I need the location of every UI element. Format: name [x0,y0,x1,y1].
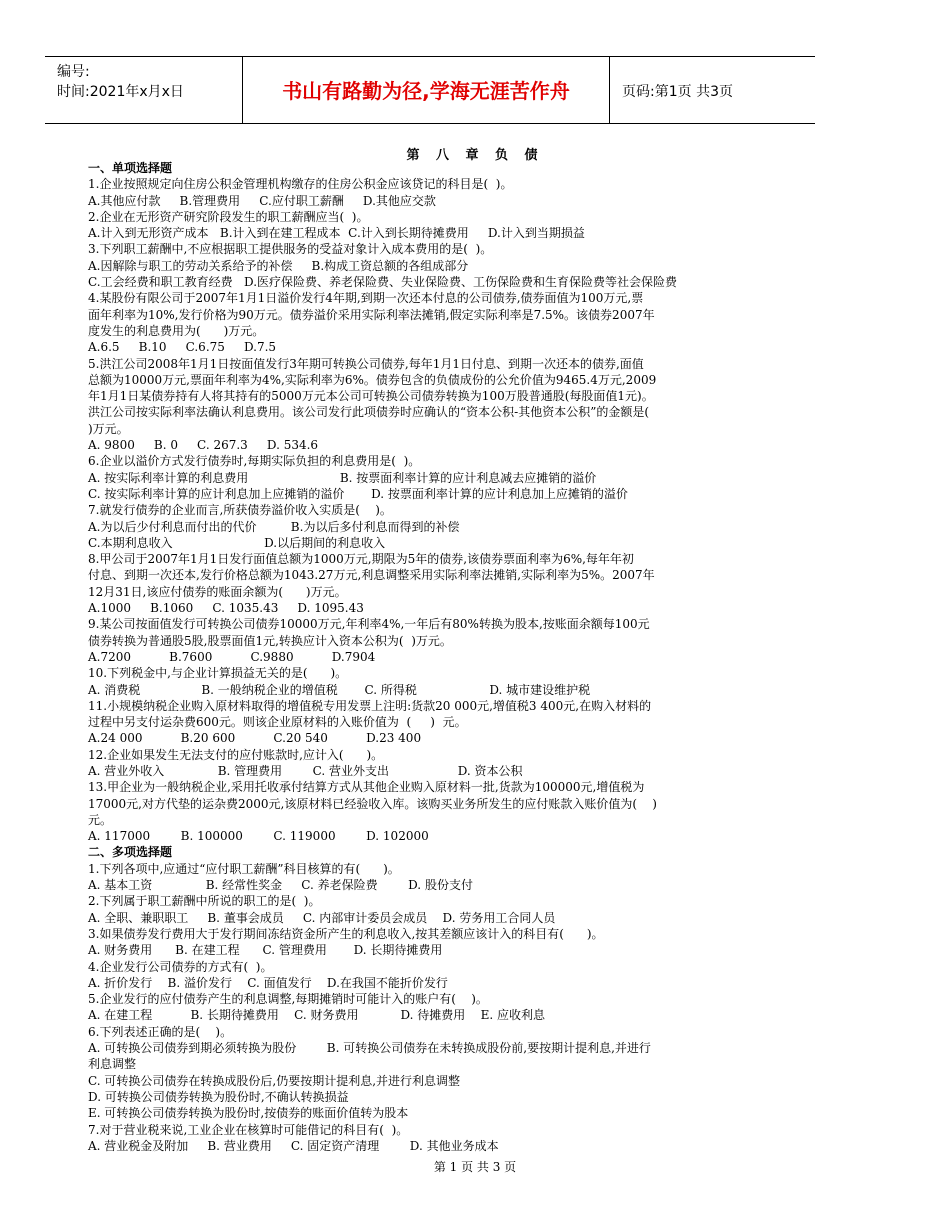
question-content [88,160,778,1154]
text-line: A.1000 B.1060 C. 1035.43 D. 1095.43 [88,601,364,616]
text-line: A. 全职、兼职职工 B. 董事会成员 C. 内部审计委员会成员 D. 劳务用工合同人员 [88,910,556,925]
text-line: A.6.5 B.10 C.6.75 D.7.5 [88,340,277,355]
text-line: 面年利率为10%,发行价格为90万元。债券溢价采用实际利率法摊销,假定实际利率是7.5%。该债券2007年 [88,307,655,322]
text-line: 2.企业在无形资产研究阶段发生的职工薪酬应当( )。 [88,209,369,224]
page-header [45,56,815,124]
text-line: 5.企业发行的应付债券产生的利息调整,每期摊销时可能计入的账户有( )。 [88,992,488,1007]
text-line: D. 可转换公司债券转换为股份时,不确认转换损益 [88,1089,349,1104]
time-label: 时间:2021年x月x日 [57,84,184,100]
text-line: A. 9800 B. 0 C. 267.3 D. 534.6 [88,438,319,453]
text-line: C.工会经费和职工教育经费 D.医疗保险费、养老保险费、失业保险费、工伤保险费和生育保险费等社会保险费 [88,275,678,290]
text-line: 过程中另支付运杂费600元。则该企业原材料的入账价值为 ( ) 元。 [88,715,467,730]
text-line: 7.对于营业税来说,工业企业在核算时可能借记的科目有( )。 [88,1122,409,1137]
text-line: 8.甲公司于2007年1月1日发行面值总额为1000万元,期限为5年的债券,该债券票面利率为6%,每年年初 [88,552,634,567]
text-line: 洪江公司按实际利率法确认利息费用。该公司发行此项债券时应确认的“资本公积-其他资本公积”的金额是( [88,405,650,420]
header-page-cell [610,57,815,123]
text-line: 4.企业发行公司债券的方式有( )。 [88,959,273,974]
text-line: A.7200 B.7600 C.9880 D.7904 [88,649,376,664]
text-line: A. 基本工资 B. 经常性奖金 C. 养老保险费 D. 股份支付 [88,878,473,893]
text-line: E. 可转换公司债券转换为股份时,按债券的账面价值转为股本 [88,1106,409,1121]
text-line: 1.企业按照规定向住房公积金管理机构缴存的住房公积金应该贷记的科目是( )。 [88,177,513,192]
text-line: 6.下列表述正确的是( )。 [88,1024,233,1039]
text-line: 5.洪江公司2008年1月1日按面值发行3年期可转换公司债券,每年1月1日付息、到期一次还本的债券,面值 [88,356,644,371]
text-line: 元。 [88,812,113,827]
page-footer: 第 1 页 共 3 页 [433,1160,517,1174]
text-line: 12.企业如果发生无法支付的应付账款时,应计入( )。 [88,747,384,762]
text-line: C.本期利息收入 D.以后期间的利息收入 [88,535,386,550]
number-label: 编号: [57,64,90,80]
text-line: 1.下列各项中,应通过“应付职工薪酬”科目核算的有( )。 [88,861,400,876]
text-line: C. 按实际利率计算的应计利息加上应摊销的溢价 D. 按票面利率计算的应计利息加上应摊销的溢价 [88,486,628,501]
text-line: 12月31日,该应付债券的账面余额为( )万元。 [88,584,347,599]
chapter-title: 第 八 章 负 债 [406,148,544,163]
text-line: 6.企业以溢价方式发行债券时,每期实际负担的利息费用是( )。 [88,454,421,469]
text-line: 度发生的利息费用为( )万元。 [88,323,265,338]
text-line: 10.下列税金中,与企业计算损益无关的是( )。 [88,666,348,681]
text-line: A.因解除与职工的劳动关系给予的补偿 B.构成工资总额的各组成部分 [88,258,469,273]
text-line: 17000元,对方代垫的运杂费2000元,该原材料已经验收入库。该购买业务所发生的应付账款入账价值为( ) [88,796,657,811]
text-line: A. 可转换公司债券到期必须转换为股份 B. 可转换公司债券在未转换成股份前,要按期计提利息,并进行 [88,1041,651,1056]
text-line: A. 财务费用 B. 在建工程 C. 管理费用 D. 长期待摊费用 [88,943,443,958]
header-motto-cell [243,57,610,123]
text-line: 4.某股份有限公司于2007年1月1日溢价发行4年期,到期一次还本付息的公司债券,债券面值为100万元,票 [88,291,644,306]
text-line: A.为以后少付利息而付出的代价 B.为以后多付利息而得到的补偿 [88,519,460,534]
text-line: )万元。 [88,421,129,436]
text-line: 13.甲企业为一般纳税企业,采用托收承付结算方式从其他企业购入原材料一批,货款为100000元,增值税为 [88,780,645,795]
text-line: 2.下列属于职工薪酬中所说的职工的是( )。 [88,894,321,909]
text-line: A. 在建工程 B. 长期待摊费用 C. 财务费用 D. 待摊费用 E. 应收利息 [88,1008,545,1023]
text-line: A. 折价发行 B. 溢价发行 C. 面值发行 D.在我国不能折价发行 [88,975,448,990]
text-line: C. 可转换公司债券在转换成股份后,仍要按期计提利息,并进行利息调整 [88,1073,461,1088]
text-line: 3.下列职工薪酬中,不应根据职工提供服务的受益对象计入成本费用的是( )。 [88,242,493,257]
text-line: 7.就发行债券的企业而言,所获债券溢价收入实质是( )。 [88,503,392,518]
text-line: 3.如果债券发行费用大于发行期间冻结资金所产生的利息收入,按其差额应该计入的科目有( )。 [88,926,604,941]
header-meta-cell [45,57,243,123]
text-line: 利息调整 [88,1057,137,1072]
text-line: 11.小规模纳税企业购入原材料取得的增值税专用发票上注明:货款20 000元,增值税3 400元,在购入材料的 [88,698,652,713]
page-info: 页码:第1页 共3页 [622,84,733,100]
text-line: 9.某公司按面值发行可转换公司债券10000万元,年利率4%,一年后有80%转换为股本,按账面余额每100元 [88,617,650,632]
text-line: A.其他应付款 B.管理费用 C.应付职工薪酬 D.其他应交款 [88,193,436,208]
text-line: A. 117000 B. 100000 C. 119000 D. 102000 [88,829,429,844]
text-line: A. 营业外收入 B. 管理费用 C. 营业外支出 D. 资本公积 [88,763,523,778]
text-line: 付息、到期一次还本,发行价格总额为1043.27万元,利息调整采用实际利率法摊销,实际利率为5%。2007年 [88,568,655,583]
text-line: A.24 000 B.20 600 C.20 540 D.23 400 [88,731,422,746]
text-line: 总额为10000万元,票面年利率为4%,实际利率为6%。债券包含的负债成份的公允价值为9465.4万元,2009 [88,372,657,387]
text-line: 债券转换为普通股5股,股票面值1元,转换应计入资本公积为( )万元。 [88,633,452,648]
text-line: A. 按实际利率计算的利息费用 B. 按票面利率计算的应计利息减去应摊销的溢价 [88,470,597,485]
text-line: 年1月1日某债券持有人将其持有的5000万元本公司可转换公司债券转换为100万股普通股(每股面值1元)。 [88,389,654,404]
text-line: A. 营业税金及附加 B. 营业费用 C. 固定资产清理 D. 其他业务成本 [88,1138,499,1153]
motto: 书山有路勤为径,学海无涯苦作舟 [282,79,570,103]
text-line: A.计入到无形资产成本 B.计入到在建工程成本 C.计入到长期待摊费用 D.计入到当期损益 [88,226,585,241]
section-heading: 一、单项选择题 [88,161,173,175]
section-heading: 二、多项选择题 [88,845,173,860]
text-line: A. 消费税 B. 一般纳税企业的增值税 C. 所得税 D. 城市建设维护税 [88,682,591,697]
